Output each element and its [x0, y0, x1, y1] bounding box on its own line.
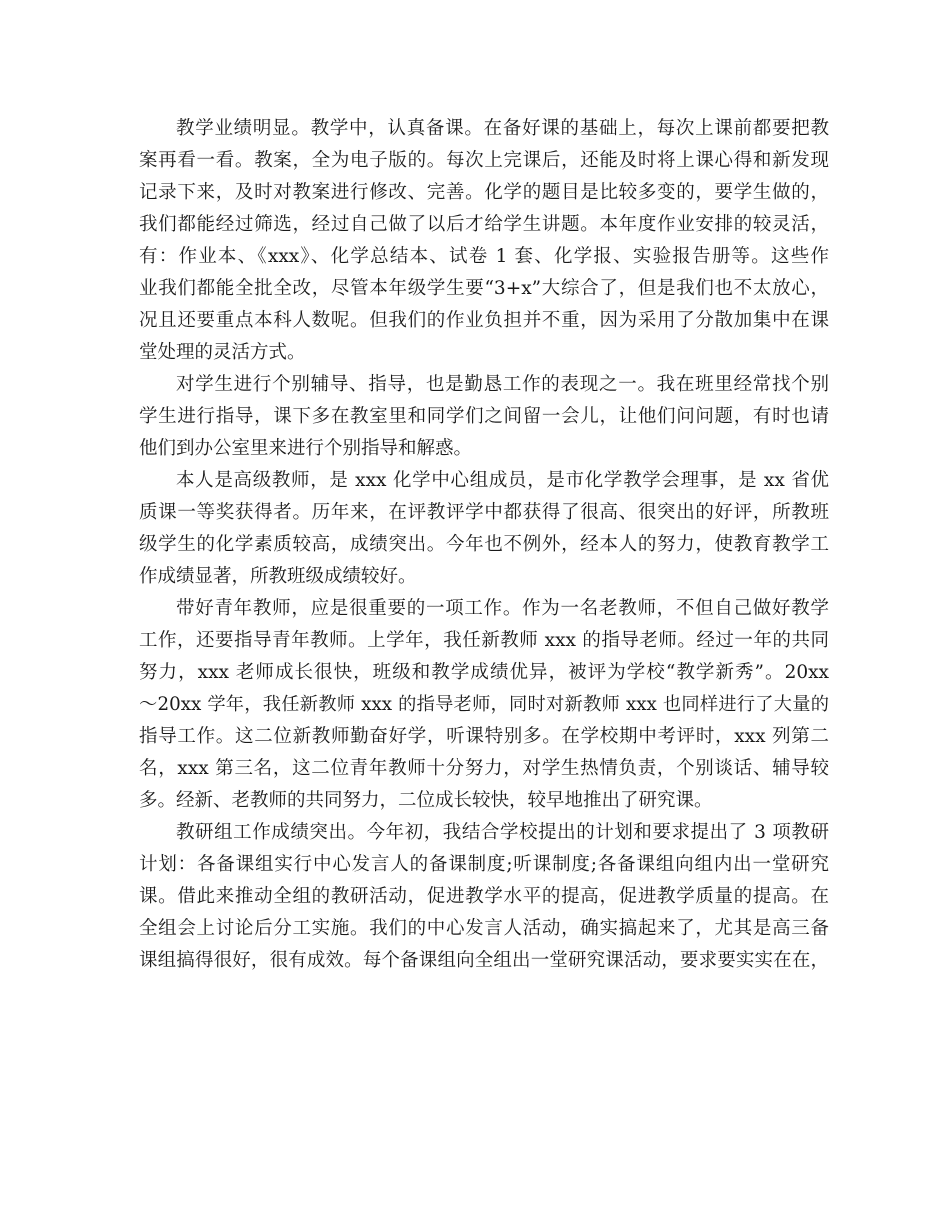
text-line: 名，xxx 第三名，这二位青年教师十分努力，对学生热情负责，个别谈话、辅导较	[139, 758, 829, 779]
text-line: 作成绩显著，所教班级成绩较好。	[139, 566, 417, 587]
text-line: 指导工作。这二位新教师勤奋好学，听课特别多。在学校期中考评时，xxx 列第二	[139, 726, 829, 747]
text-line: 况且还要重点本科人数呢。但我们的作业负担并不重，因为采用了分散加集中在课	[139, 310, 829, 331]
text-line: 学生进行指导，课下多在教室里和同学们之间留一会儿，让他们问问题，有时也请	[139, 406, 829, 427]
text-line: 课组搞得很好，很有成效。每个备课组向全组出一堂研究课活动，要求要实实在在，	[139, 950, 829, 971]
text-line: 工作，还要指导青年教师。上学年，我任新教师 xxx 的指导老师。经过一年的共同	[139, 630, 829, 651]
text-line: 教研组工作成绩突出。今年初，我结合学校提出的计划和要求提出了 3 项教研	[176, 822, 829, 843]
text-line: 多。经新、老教师的共同努力，二位成长较快，较早地推出了研究课。	[139, 790, 713, 811]
text-line: 努力，xxx 老师成长很快，班级和教学成绩优异，被评为学校“教学新秀”。20xx	[139, 662, 829, 683]
text-line: 对学生进行个别辅导、指导，也是勤恳工作的表现之一。我在班里经常找个别	[176, 374, 829, 395]
text-line: 我们都能经过筛选，经过自己做了以后才给学生讲题。本年度作业安排的较灵活，	[139, 214, 829, 235]
text-line: 计划：各备课组实行中心发言人的备课制度;听课制度;各备课组向组内出一堂研究	[139, 854, 829, 875]
document-body	[139, 113, 829, 977]
text-line: 记录下来，及时对教案进行修改、完善。化学的题目是比较多变的，要学生做的，	[139, 182, 829, 203]
text-line: 带好青年教师，应是很重要的一项工作。作为一名老教师，不但自己做好教学	[176, 598, 829, 619]
text-line: 他们到办公室里来进行个别指导和解惑。	[139, 438, 473, 459]
text-line: 全组会上讨论后分工实施。我们的中心发言人活动，确实搞起来了，尤其是高三备	[139, 918, 829, 939]
text-line: 本人是高级教师，是 xxx 化学中心组成员，是市化学教学会理事，是 xx 省优	[176, 470, 829, 491]
text-line: 教学业绩明显。教学中，认真备课。在备好课的基础上，每次上课前都要把教	[176, 118, 829, 139]
text-line: 质课一等奖获得者。历年来，在评教评学中都获得了很高、很突出的好评，所教班	[139, 502, 829, 523]
text-line: 有：作业本、《xxx》、化学总结本、试卷 1 套、化学报、实验报告册等。这些作	[139, 246, 829, 267]
text-line: 级学生的化学素质较高，成绩突出。今年也不例外，经本人的努力，使教育教学工	[139, 534, 829, 555]
text-line: 业我们都能全批全改，尽管本年级学生要“3+x”大综合了，但是我们也不太放心，	[139, 278, 829, 299]
text-line: 堂处理的灵活方式。	[139, 342, 306, 363]
text-line: 案再看一看。教案，全为电子版的。每次上完课后，还能及时将上课心得和新发现	[139, 150, 829, 171]
text-line: 课。借此来推动全组的教研活动，促进教学水平的提高，促进教学质量的提高。在	[139, 886, 829, 907]
text-line: ～20xx 学年，我任新教师 xxx 的指导老师，同时对新教师 xxx 也同样进行了大量的	[139, 694, 829, 715]
